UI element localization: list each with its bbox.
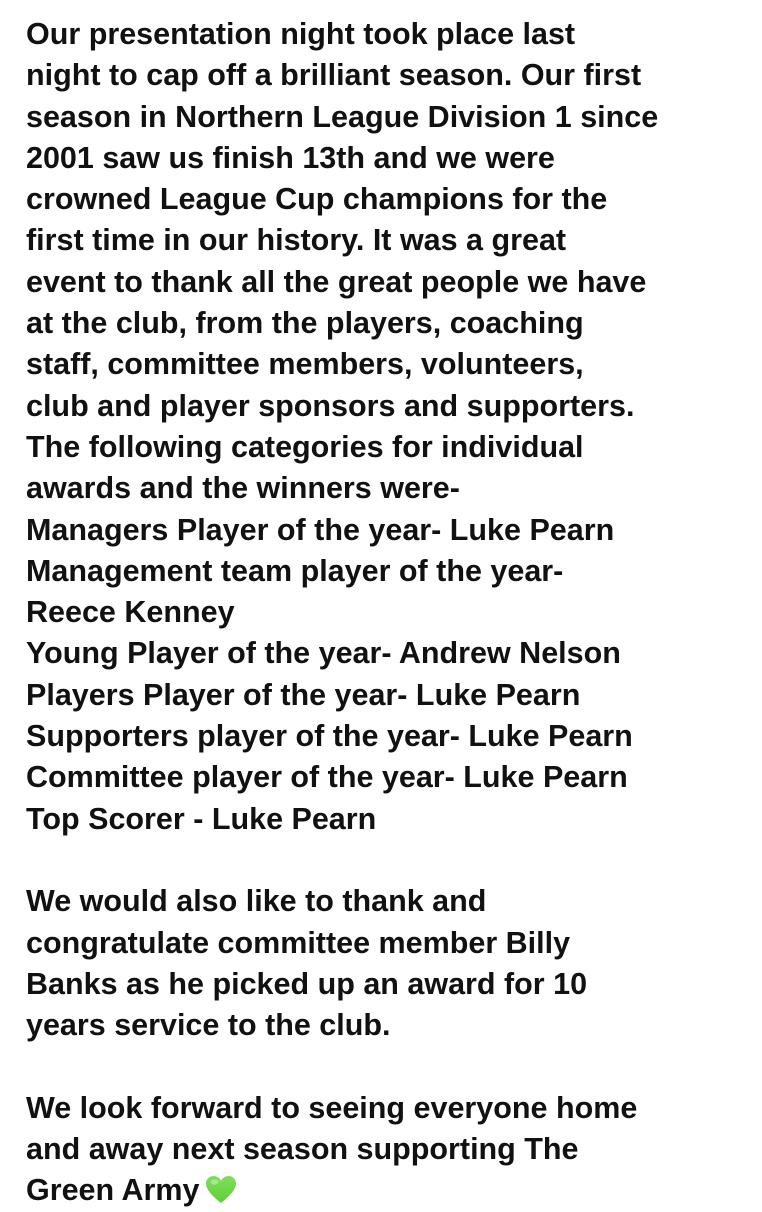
intro-line: club and player sponsors and supporters.	[26, 388, 635, 423]
closing-line-text: Green Army	[26, 1173, 200, 1208]
closing-line: We look forward to seeing everyone home	[26, 1090, 638, 1125]
thanks-line: years service to the club.	[26, 1008, 391, 1043]
award-line: Supporters player of the year- Luke Pearn	[26, 719, 633, 754]
award-line: Reece Kenney	[26, 595, 235, 630]
intro-line: at the club, from the players, coaching	[26, 306, 584, 341]
intro-line: Our presentation night took place last	[26, 17, 576, 51]
thanks-line: We would also like to thank and	[26, 884, 487, 919]
intro-line: staff, committee members, volunteers,	[26, 347, 584, 382]
award-line: Managers Player of the year- Luke Pearn	[26, 512, 615, 547]
intro-line: first time in our history. It was a great	[26, 223, 567, 258]
intro-line: crowned League Cup champions for the	[26, 182, 608, 217]
paragraph-spacer	[26, 840, 756, 881]
award-line: Players Player of the year- Luke Pearn	[26, 677, 581, 712]
closing-line: and away next season supporting The	[26, 1132, 579, 1167]
thanks-line: Banks as he picked up an award for 10	[26, 966, 588, 1001]
intro-line: season in Northern League Division 1 since	[26, 99, 659, 134]
thanks-line: congratulate committee member Billy	[26, 925, 571, 960]
award-line: Young Player of the year- Andrew Nelson	[26, 636, 621, 671]
award-line: Top Scorer - Luke Pearn	[26, 801, 377, 836]
post-text	[26, 14, 756, 1212]
intro-line: awards and the winners were-	[26, 471, 460, 506]
intro-line: 2001 saw us finish 13th and we were	[26, 140, 555, 175]
paragraph-spacer	[26, 1046, 756, 1087]
closing-line-final	[26, 1170, 756, 1211]
award-line: Management team player of the year-	[26, 553, 564, 588]
green-heart-icon	[205, 1175, 237, 1205]
intro-line: night to cap off a brilliant season. Our first	[26, 58, 642, 93]
intro-line: event to thank all the great people we have	[26, 264, 647, 299]
award-line: Committee player of the year- Luke Pearn	[26, 760, 628, 795]
intro-line: The following categories for individual	[26, 429, 584, 464]
